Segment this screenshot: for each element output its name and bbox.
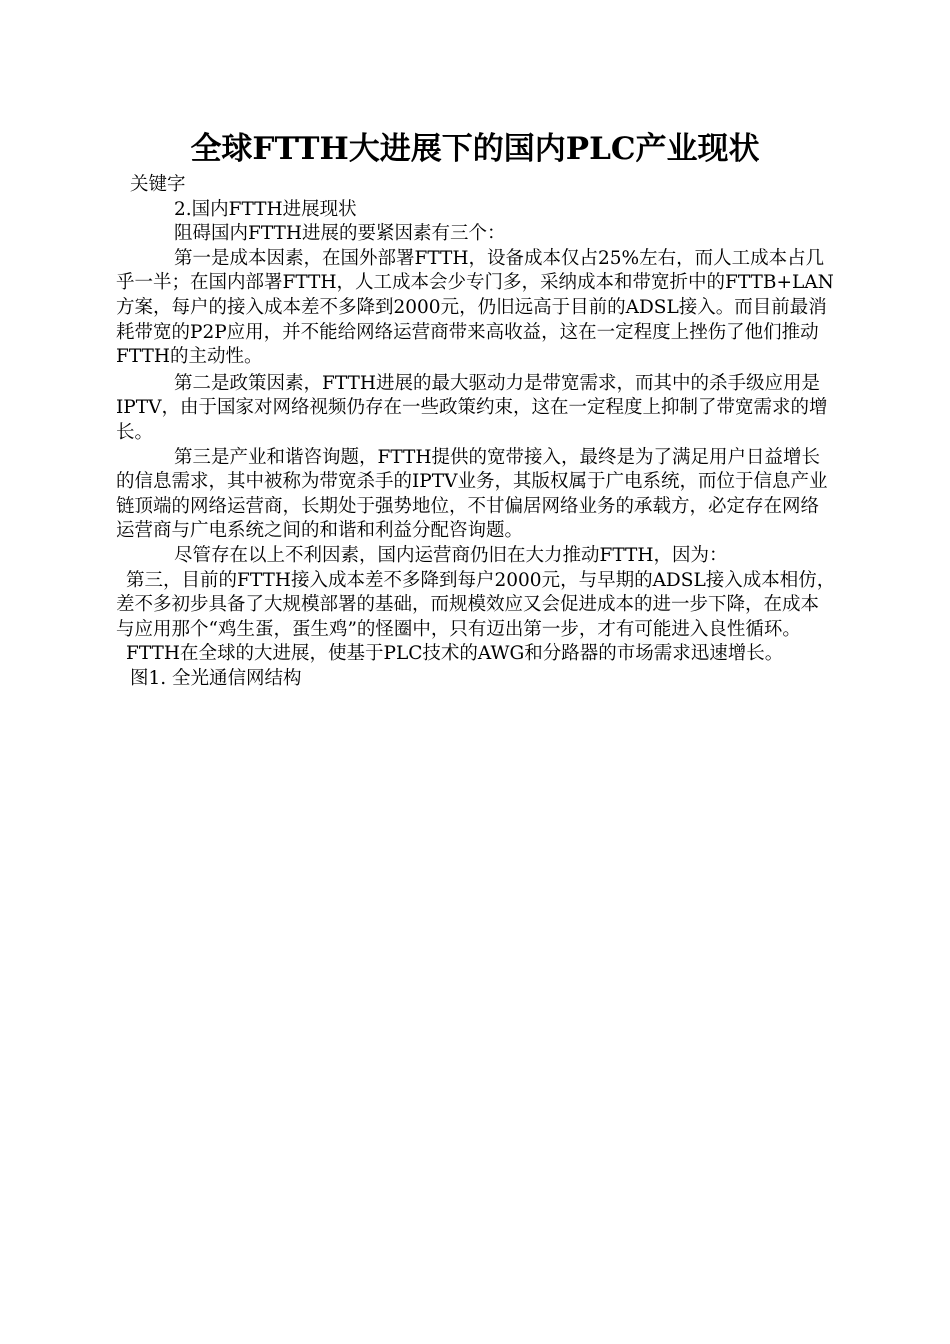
paragraph-third-reason: 第三，目前的FTTH接入成本差不多降到每户2000元，与早期的ADSL接入成本相仿，差不多初步具备了大规模部署的基础，而规模效应又会促进成本的进一步下降，在成本与应用那个“鸡生蛋，蛋生鸡”的怪圈中，只有迈出第一步，才有可能进入良性循环。 — [116, 569, 836, 640]
document-title: 全球FTTH大进展下的国内PLC产业现状 — [190, 131, 760, 167]
section-heading: 2.国内FTTH进展现状 — [174, 198, 357, 220]
paragraph-cost-factor: 第一是成本因素，在国外部署FTTH，设备成本仅占25%左右，而人工成本占几乎一半；在国内部署FTTH，人工成本会少专门多，采纳成本和带宽折中的FTTB+LAN方案，每户的接入成本差不多降到2000元，仍旧远高于目前的ADSL接入。而目前最消耗带宽的P2P应用，并不能给网络运营商带来高收益，这在一定程度上挫伤了他们推动FTTH的主动性。 — [116, 247, 834, 368]
keywords-label: 关键字 — [130, 174, 186, 195]
figure-caption: 图1. 全光通信网结构 — [130, 667, 302, 689]
paragraph-intro: 阻碍国内FTTH进展的要紧因素有三个： — [174, 223, 506, 245]
document-body — [116, 173, 836, 691]
paragraph-despite: 尽管存在以上不利因素，国内运营商仍旧在大力推动FTTH，因为： — [174, 544, 728, 566]
paragraph-policy-factor: 第二是政策因素，FTTH进展的最大驱动力是带宽需求，而其中的杀手级应用是IPTV，由于国家对网络视频仍存在一些政策约束，这在一定程度上抑制了带宽需求的增长。 — [116, 372, 828, 443]
paragraph-industry-factor: 第三是产业和谐咨询题，FTTH提供的宽带接入，最终是为了满足用户日益增长的信息需求，其中被称为带宽杀手的IPTV业务，其版权属于广电系统，而位于信息产业链顶端的网络运营商，长期处于强势地位，不甘偏居网络业务的承载方，必定存在网络运营商与广电系统之间的和谐和利益分配咨询题。 — [116, 446, 828, 542]
paragraph-global-ftth: FTTH在全球的大进展，使基于PLC技术的AWG和分路器的市场需求迅速增长。 — [126, 643, 784, 665]
